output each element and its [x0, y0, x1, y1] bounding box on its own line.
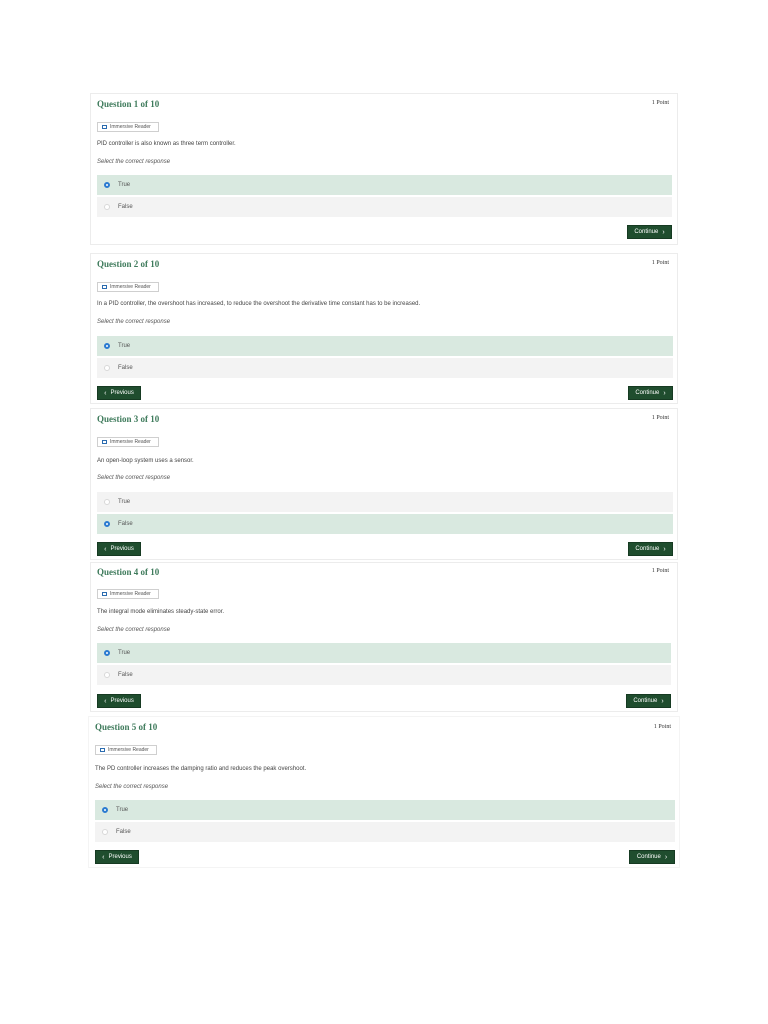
instruction-text: Select the correct response [97, 627, 171, 633]
instruction-text: Select the correct response [97, 159, 171, 165]
previous-button[interactable]: ‹ Previous [97, 542, 141, 556]
continue-button[interactable]: Continue › [629, 850, 675, 864]
option-label: True [118, 499, 131, 505]
option-false[interactable] [97, 665, 671, 685]
immersive-reader-button[interactable] [97, 122, 159, 132]
points-label: 1 Point [653, 724, 671, 730]
option-label: False [118, 365, 133, 371]
question-text: In a PID controller, the overshoot has increased, to reduce the overshoot the derivative time constant has to be increased. [97, 301, 421, 307]
continue-button[interactable]: Continue › [628, 542, 673, 556]
chevron-left-icon: ‹ [104, 389, 107, 397]
option-false[interactable] [95, 822, 675, 842]
question-title: Question 4 of 10 [97, 567, 160, 577]
immersive-reader-button[interactable] [97, 282, 159, 292]
points-label: 1 Point [651, 100, 669, 106]
radio-selected-icon[interactable] [104, 650, 110, 656]
question-card-1 [90, 93, 678, 245]
radio-selected-icon[interactable] [104, 343, 110, 349]
radio-selected-icon[interactable] [102, 807, 108, 813]
chevron-right-icon: › [663, 545, 666, 553]
option-false[interactable] [97, 197, 672, 217]
immersive-reader-icon [100, 748, 105, 752]
question-card-5 [88, 716, 680, 868]
radio-unselected-icon[interactable] [102, 829, 108, 835]
previous-button[interactable]: ‹ Previous [97, 694, 141, 708]
previous-button[interactable]: ‹ Previous [97, 386, 141, 400]
radio-selected-icon[interactable] [104, 182, 110, 188]
option-false[interactable] [97, 514, 673, 534]
instruction-text: Select the correct response [95, 784, 169, 790]
question-title: Question 1 of 10 [97, 99, 160, 109]
instruction-text: Select the correct response [97, 319, 171, 325]
continue-button[interactable]: Continue › [627, 225, 672, 239]
option-label: True [118, 343, 131, 349]
radio-unselected-icon[interactable] [104, 672, 110, 678]
immersive-reader-label: Immersive Reader [108, 747, 149, 753]
immersive-reader-button[interactable] [97, 589, 159, 599]
immersive-reader-label: Immersive Reader [110, 284, 151, 290]
chevron-right-icon: › [664, 853, 668, 861]
option-label: False [116, 829, 131, 835]
option-true[interactable] [97, 492, 673, 512]
option-label: True [116, 807, 129, 813]
option-true[interactable] [97, 643, 671, 663]
option-label: False [118, 672, 133, 678]
chevron-left-icon: ‹ [102, 853, 105, 861]
radio-selected-icon[interactable] [104, 521, 110, 527]
question-text: PID controller is also known as three term controller. [97, 141, 236, 147]
chevron-right-icon: › [662, 228, 665, 236]
immersive-reader-button[interactable] [97, 437, 159, 447]
continue-button[interactable]: Continue › [628, 386, 673, 400]
continue-button[interactable]: Continue › [626, 694, 671, 708]
question-card-2 [90, 253, 678, 404]
question-title: Question 5 of 10 [95, 722, 158, 732]
option-label: False [118, 521, 133, 527]
radio-unselected-icon[interactable] [104, 499, 110, 505]
radio-unselected-icon[interactable] [104, 365, 110, 371]
question-title: Question 2 of 10 [97, 259, 160, 269]
chevron-left-icon: ‹ [104, 697, 107, 705]
points-label: 1 Point [651, 415, 669, 421]
immersive-reader-label: Immersive Reader [110, 591, 151, 597]
option-true[interactable] [95, 800, 675, 820]
option-true[interactable] [97, 336, 673, 356]
points-label: 1 Point [651, 568, 669, 574]
question-card-4 [90, 562, 678, 712]
instruction-text: Select the correct response [97, 475, 171, 481]
question-text: The PD controller increases the damping ratio and reduces the peak overshoot. [95, 766, 307, 772]
question-card-3 [90, 408, 678, 560]
immersive-reader-icon [102, 285, 107, 289]
option-false[interactable] [97, 358, 673, 378]
immersive-reader-label: Immersive Reader [110, 124, 151, 130]
immersive-reader-icon [102, 592, 107, 596]
chevron-left-icon: ‹ [104, 545, 107, 553]
immersive-reader-icon [102, 440, 107, 444]
option-label: True [118, 650, 131, 656]
question-text: An open-loop system uses a sensor. [97, 458, 194, 464]
question-title: Question 3 of 10 [97, 414, 160, 424]
radio-unselected-icon[interactable] [104, 204, 110, 210]
question-text: The integral mode eliminates steady-state error. [97, 609, 225, 615]
chevron-right-icon: › [663, 389, 666, 397]
option-label: False [118, 204, 133, 210]
chevron-right-icon: › [661, 697, 664, 705]
immersive-reader-button[interactable] [95, 745, 157, 755]
immersive-reader-icon [102, 125, 107, 129]
immersive-reader-label: Immersive Reader [110, 439, 151, 445]
previous-button[interactable]: ‹ Previous [95, 850, 139, 864]
points-label: 1 Point [651, 260, 669, 266]
option-label: True [118, 182, 131, 188]
option-true[interactable] [97, 175, 672, 195]
